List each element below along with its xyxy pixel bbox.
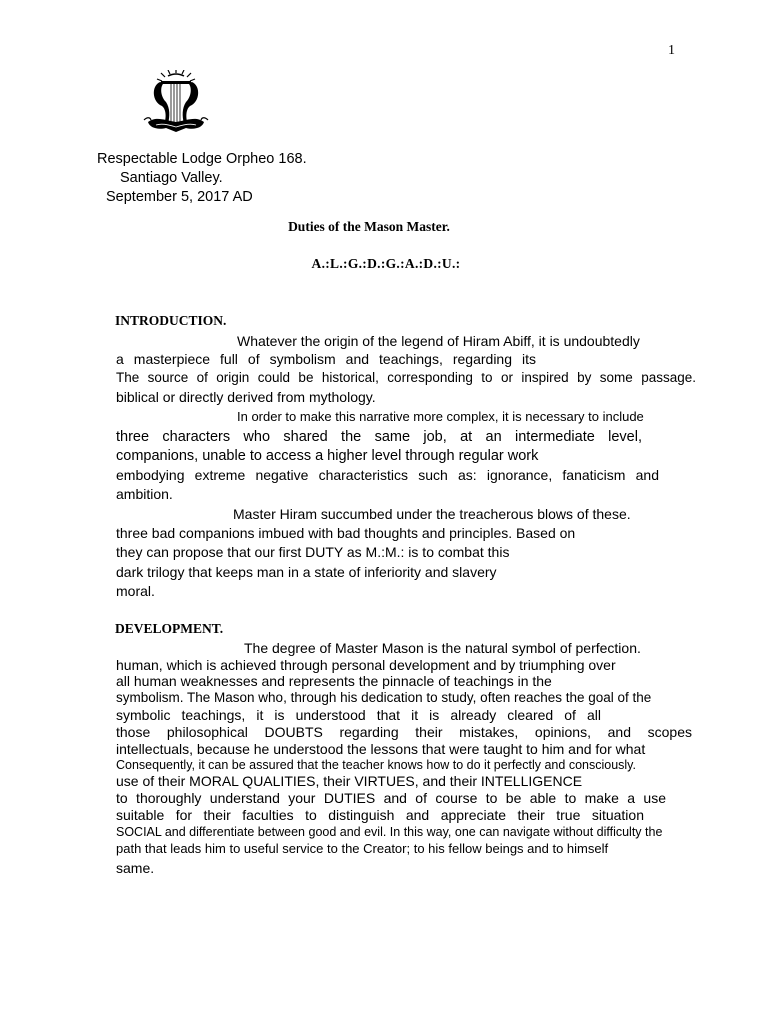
- development-line: use of their MORAL QUALITIES, their VIRTUES, and their INTELLIGENCE: [116, 773, 583, 789]
- development-line: intellectuals, because he understood the lessons that were taught to him and for what: [116, 741, 646, 757]
- lodge-location: Santiago Valley.: [120, 170, 223, 186]
- development-line: human, which is achieved through personal development and by triumphing over: [116, 657, 616, 673]
- intro-line: Master Hiram succumbed under the treacherous blows of these.: [233, 506, 631, 522]
- development-line: symbolism. The Mason who, through his dedication to study, often reaches the goal of the: [116, 690, 652, 705]
- development-line: Consequently, it can be assured that the teacher knows how to do it perfectly and consciously.: [116, 758, 636, 772]
- development-line: to thoroughly understand your DUTIES and of course to be able to make a use: [116, 790, 666, 806]
- intro-line: companions, unable to access a higher level through regular work: [116, 448, 539, 464]
- development-line: path that leads him to useful service to the Creator; to his fellow beings and to himself: [116, 841, 609, 856]
- intro-line: The source of origin could be historical, corresponding to or inspired by some passage.: [116, 370, 696, 385]
- page-number: 1: [668, 43, 675, 58]
- development-heading: DEVELOPMENT.: [115, 621, 224, 636]
- lyre-emblem-icon: [142, 70, 210, 136]
- intro-line: a masterpiece full of symbolism and teachings, regarding its: [116, 351, 536, 367]
- development-line: all human weaknesses and represents the pinnacle of teachings in the: [116, 673, 552, 689]
- intro-line: dark trilogy that keeps man in a state of inferiority and slavery: [116, 564, 497, 580]
- intro-line: embodying extreme negative characteristics such as: ignorance, fanaticism and: [116, 467, 659, 483]
- lodge-header: [97, 150, 307, 207]
- development-line: The degree of Master Mason is the natural symbol of perfection.: [244, 640, 641, 656]
- introduction-heading: INTRODUCTION.: [115, 313, 227, 328]
- intro-line: moral.: [116, 583, 155, 599]
- development-line: same.: [116, 860, 155, 876]
- document-title: Duties of the Mason Master.: [288, 219, 450, 234]
- intro-line: three characters who shared the same job, at an intermediate level,: [116, 429, 642, 445]
- intro-line: Whatever the origin of the legend of Hiram Abiff, it is undoubtedly: [237, 333, 640, 349]
- document-date: September 5, 2017 AD: [106, 189, 253, 205]
- lodge-name: Respectable Lodge Orpheo 168.: [97, 151, 307, 167]
- dedication-abbreviation: A.:L.:G.:D.:G.:A.:D.:U.:: [311, 256, 461, 271]
- intro-line: In order to make this narrative more complex, it is necessary to include: [237, 409, 644, 424]
- development-line: those philosophical DOUBTS regarding their mistakes, opinions, and scopes: [116, 724, 692, 740]
- development-line: suitable for their faculties to distinguish and appreciate their true situation: [116, 807, 644, 823]
- intro-line: ambition.: [116, 486, 173, 502]
- intro-line: biblical or directly derived from mythology.: [116, 389, 376, 405]
- intro-line: three bad companions imbued with bad thoughts and principles. Based on: [116, 525, 576, 541]
- development-line: SOCIAL and differentiate between good and evil. In this way, one can navigate without difficulty the: [116, 825, 663, 839]
- intro-line: they can propose that our first DUTY as M.:M.: is to combat this: [116, 544, 510, 560]
- development-line: symbolic teachings, it is understood that it is already cleared of all: [116, 707, 601, 723]
